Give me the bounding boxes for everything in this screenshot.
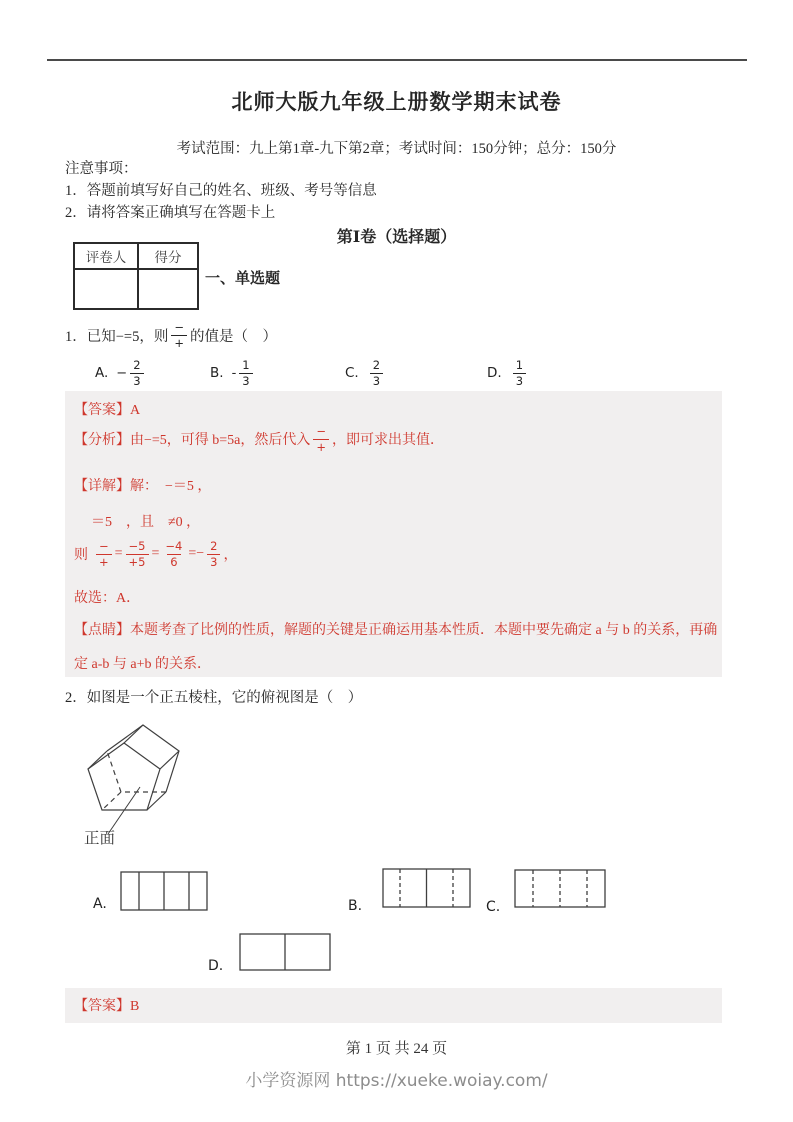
q1-option-a: A. − $\frac{2}{3}$	[95, 353, 147, 393]
exam-info-line: 考试范围：九上第1章-九下第2章；考试时间：150分钟；总分：150分	[176, 141, 617, 157]
q1-analysis-fraction: $\frac{-}{+}$	[313, 425, 329, 452]
header-rule	[47, 59, 747, 61]
subsection-heading: 一、单选题	[205, 271, 281, 287]
q1-remark-line-1: 【点睛】本题考查了比例的性质，解题的关键是正确运用基本性质．本题中要先确定 a 与 b 的关系，再确	[74, 623, 718, 638]
question-1-stem	[65, 317, 277, 353]
score-table-header-grader: 评卷人	[75, 244, 139, 270]
q1-stem-prefix: 1．已知−=5，则	[65, 328, 169, 345]
q2-option-d-label: D.	[208, 958, 224, 974]
score-table	[73, 242, 199, 310]
q2-option-a-label: A.	[93, 896, 107, 912]
q1-option-d-fraction: $\frac{1}{3}$	[513, 359, 526, 386]
exam-title: 北师大版九年级上册数学期末试卷	[231, 90, 562, 114]
q1-option-a-fraction: $\frac{2}{3}$	[130, 359, 143, 386]
question-2-stem: 2．如图是一个正五棱柱，它的俯视图是（ ）	[65, 690, 363, 706]
note-item-2: 2．请将答案正确填写在答题卡上	[65, 205, 276, 221]
score-table-cell-grader	[75, 270, 139, 308]
q1-option-c-fraction: $\frac{2}{3}$	[370, 359, 383, 386]
q1-detail-line-1: 【详解】解： −＝5 ，	[74, 479, 212, 494]
q2-option-b-figure	[382, 868, 471, 908]
section-1-heading: 第Ⅰ卷（选择题）	[336, 229, 457, 246]
q1-analysis-line: 【分析】由−=5，可得 b=5a，然后代入 $\frac{-}{+}$ ，即可求出其值．	[74, 424, 445, 454]
q1-option-c: C. $\frac{2}{3}$	[345, 353, 386, 393]
q1-stem-fraction: $\frac{-}{+}$	[171, 321, 187, 348]
q2-option-a-figure	[120, 871, 208, 911]
q2-option-c-label: C.	[486, 899, 501, 915]
q2-answer-line: 【答案】B	[74, 999, 140, 1014]
front-face-label: 正面	[84, 830, 116, 847]
q1-remark-line-2: 定 a-b 与 a+b 的关系．	[74, 657, 211, 672]
notes-heading: 注意事项：	[65, 161, 138, 177]
q1-option-b: B. - $\frac{1}{3}$	[210, 353, 256, 393]
q2-option-c-figure	[514, 869, 606, 908]
q1-detail-equation: 则 $\frac{-}{+}$ = $\frac{-5}{+5}$ = $\frac{-4}{6}$ =− $\frac{2}{3}$ ，	[74, 539, 238, 569]
q1-answer-line: 【答案】A	[74, 403, 141, 418]
watermark-link[interactable]: 小学资源网 https://xueke.woiay.com/	[245, 1071, 548, 1091]
q2-option-b-label: B.	[348, 898, 363, 914]
q1-answer-block	[65, 391, 722, 677]
q1-stem-suffix: 的值是（ ）	[190, 328, 277, 345]
q2-option-d-figure	[239, 933, 331, 971]
q1-conclusion-line: 故选：A．	[74, 591, 141, 606]
q1-option-d: D. $\frac{1}{3}$	[487, 353, 529, 393]
score-table-header-score: 得分	[139, 244, 197, 270]
q1-option-b-fraction: $\frac{1}{3}$	[239, 359, 252, 386]
q1-detail-line-2: ＝5 ，且 ≠0 ，	[91, 515, 201, 530]
page-indicator: 第 1 页 共 24 页	[345, 1041, 448, 1057]
watermark-line	[0, 1066, 793, 1091]
question-1-options	[0, 353, 793, 393]
q2-answer-block	[65, 988, 722, 1023]
score-table-cell-score	[139, 270, 197, 308]
pentagonal-prism-figure	[70, 710, 205, 840]
note-item-1: 1．答题前填写好自己的姓名、班级、考号等信息	[65, 183, 377, 199]
